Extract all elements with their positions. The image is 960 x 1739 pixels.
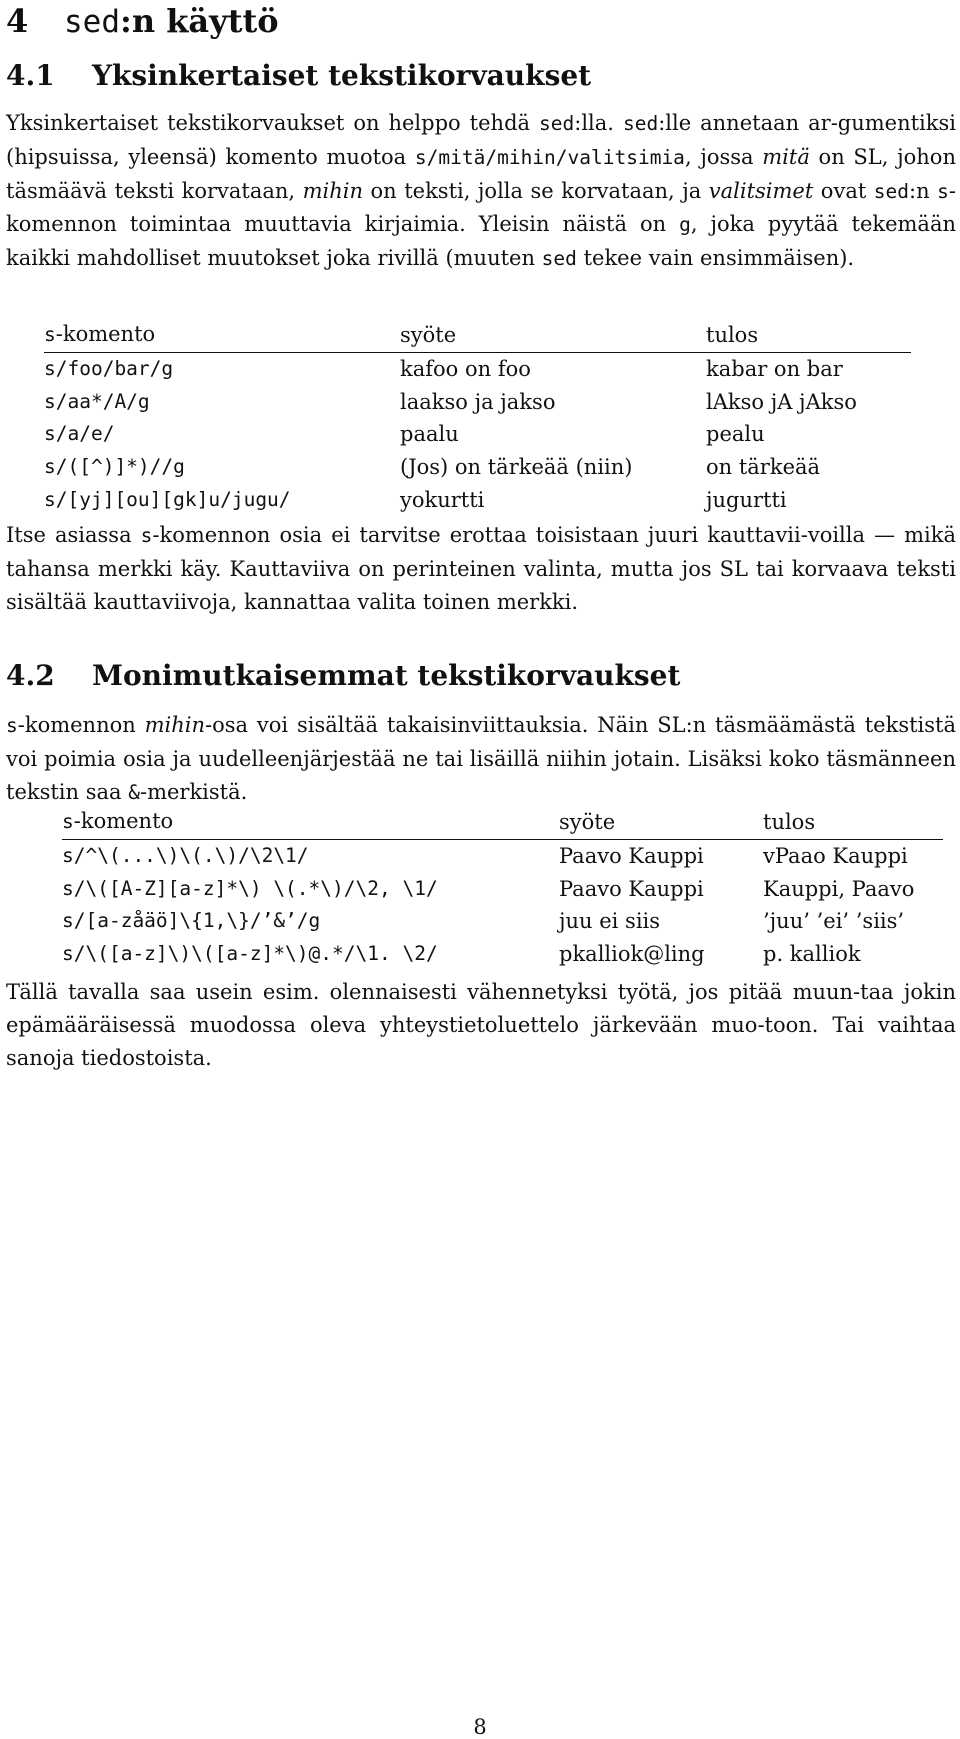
text-run: -merkistä. xyxy=(139,779,248,804)
italic-run: valitsimet xyxy=(708,178,814,203)
code-run: s xyxy=(937,179,949,203)
table-row xyxy=(44,418,911,451)
text-run: -komennon osia ei tarvitse erottaa toisistaan juuri kauttavii-voilla — mikä tahansa merkki käy. Kauttaviiva on perinteinen valinta, mutta jos SL tai korvaava teksti sisältää kauttaviivoja, kannattaa valita toinen merkki. xyxy=(6,523,956,614)
code-run: g xyxy=(679,213,691,237)
header-result: tulos xyxy=(706,318,911,352)
text-run: :lle annetaan ar-gumentiksi (hipsuissa, yleensä) komento muotoa xyxy=(6,111,956,169)
table-row xyxy=(44,484,911,517)
text-run: on teksti, jolla se korvataan, ja xyxy=(363,178,709,203)
cell-result: Kauppi, Paavo xyxy=(763,876,915,901)
table-row xyxy=(62,938,943,971)
text-run: Tällä tavalla saa usein esim. olennaisesti vähennetyksi työtä, jos pitää muun-taa jokin epämääräisessä muodossa oleva yhteystietoluettelo järkevään muo-toon. Tai vaihtaa sanoja tiedostoista. xyxy=(6,980,956,1070)
header-input: syöte xyxy=(400,318,706,352)
text-run: , jossa xyxy=(684,144,763,169)
text-run: -komennon xyxy=(17,713,145,737)
cell-command: s/[yj][ou][gk]u/jugu/ xyxy=(44,487,291,511)
italic-run: mitä xyxy=(762,144,810,169)
page-number: 8 xyxy=(473,1715,487,1739)
cell-command: s/\([a-z]\)\([a-z]*\)@.*/\1. \2/ xyxy=(62,942,438,966)
table-row xyxy=(44,386,911,419)
text-run: -komennon toimintaa muuttavia kirjaimia. Yleisin näistä on xyxy=(6,178,957,237)
subsection-heading-4-1 xyxy=(6,58,591,94)
cell-command: s/[a-zåäö]\{1,\}/’&’/g xyxy=(62,909,321,933)
code-run: s/mitä/mihin/valitsimia xyxy=(414,145,685,169)
cell-input: yokurtti xyxy=(400,487,485,512)
table-row xyxy=(44,451,911,484)
code-run: s xyxy=(44,323,56,346)
table-row xyxy=(44,352,911,385)
section-number: 4 xyxy=(6,2,29,40)
cell-input: laakso ja jakso xyxy=(400,389,556,414)
cell-result: lAkso jA jAkso xyxy=(706,389,857,414)
cell-command: s/a/e/ xyxy=(44,422,115,446)
cell-command: s/\([A-Z][a-z]*\) \(.*\)/\2, \1/ xyxy=(62,876,438,900)
paragraph-intro xyxy=(6,107,956,276)
text-run: Itse asiassa xyxy=(6,523,141,547)
table-header-row xyxy=(62,805,943,839)
code-run: sed xyxy=(873,179,910,203)
code-run: s xyxy=(140,524,153,547)
cell-result: ’juu’ ’ei’ ’siis’ xyxy=(763,909,905,934)
example-table-basic xyxy=(44,318,911,517)
cell-command: s/foo/bar/g xyxy=(44,356,174,380)
text-run: tekee vain ensimmäisen). xyxy=(576,246,855,271)
section-heading xyxy=(6,0,279,43)
cell-input: Paavo Kauppi xyxy=(559,843,704,868)
cell-input: Paavo Kauppi xyxy=(559,876,704,901)
subsection-number: 4.2 xyxy=(6,659,55,692)
paragraph-closing xyxy=(6,976,956,1074)
text-run: -osa voi sisältää takaisinviittauksia. Näin SL:n täsmäämästä tekstistä voi poimia osia ja uudelleenjärjestää ne tai lisäillä niihin jotain. Lisäksi koko täsmänneen tekstin saa xyxy=(6,713,956,804)
cell-command: s/^\(...\)\(.\)/\2\1/ xyxy=(62,843,309,867)
example-table-advanced xyxy=(62,805,943,971)
code-run: s xyxy=(6,714,18,737)
text-run: -komento xyxy=(73,809,174,833)
table-row xyxy=(62,905,943,938)
italic-run: mihin xyxy=(302,178,364,203)
text-run: :n xyxy=(909,178,938,203)
code-run: sed xyxy=(539,112,575,135)
cell-command: s/aa*/A/g xyxy=(44,389,150,413)
cell-result: on tärkeää xyxy=(706,455,821,480)
cell-input: (Jos) on tärkeää (niin) xyxy=(400,455,633,480)
section-title-code: sed xyxy=(64,4,120,40)
section-title-rest: :n käyttö xyxy=(120,2,279,40)
subsection-heading-4-2 xyxy=(6,658,680,694)
cell-input: pkalliok@ling xyxy=(559,942,705,967)
text-run: :lla. xyxy=(574,111,623,135)
cell-result: p. kalliok xyxy=(763,942,861,967)
header-command xyxy=(62,805,559,839)
text-run: , joka pyytää tekemään kaikki mahdolliset muutokset joka rivillä (muuten xyxy=(6,212,957,271)
cell-input: paalu xyxy=(400,422,459,447)
code-run: s xyxy=(62,810,74,833)
code-run: sed xyxy=(622,112,659,135)
subsection-title: Monimutkaisemmat tekstikorvaukset xyxy=(92,659,681,692)
text-run: Yksinkertaiset tekstikorvaukset on helppo tehdä xyxy=(6,111,540,135)
cell-result: kabar on bar xyxy=(706,356,843,381)
code-run: & xyxy=(128,780,140,804)
text-run: ovat xyxy=(813,178,874,203)
header-input: syöte xyxy=(559,805,763,839)
cell-input: kafoo on foo xyxy=(400,356,531,381)
cell-result: vPaao Kauppi xyxy=(763,843,908,868)
table-row xyxy=(62,873,943,906)
italic-run: mihin xyxy=(144,713,206,737)
paragraph-backreferences xyxy=(6,709,956,809)
header-result: tulos xyxy=(763,805,943,839)
table-row xyxy=(62,839,943,872)
subsection-title: Yksinkertaiset tekstikorvaukset xyxy=(92,59,592,92)
paragraph-delimiters xyxy=(6,519,956,618)
code-run: sed xyxy=(541,247,577,271)
text-run: on SL, johon täsmäävä teksti korvataan, xyxy=(6,144,956,203)
text-run: -komento xyxy=(55,322,156,346)
cell-input: juu ei siis xyxy=(559,909,661,934)
cell-result: jugurtti xyxy=(706,487,787,512)
table-header-row xyxy=(44,318,911,352)
header-command xyxy=(44,318,400,352)
cell-result: pealu xyxy=(706,422,765,447)
subsection-number: 4.1 xyxy=(6,59,55,92)
cell-command: s/([^)]*)//g xyxy=(44,455,185,479)
